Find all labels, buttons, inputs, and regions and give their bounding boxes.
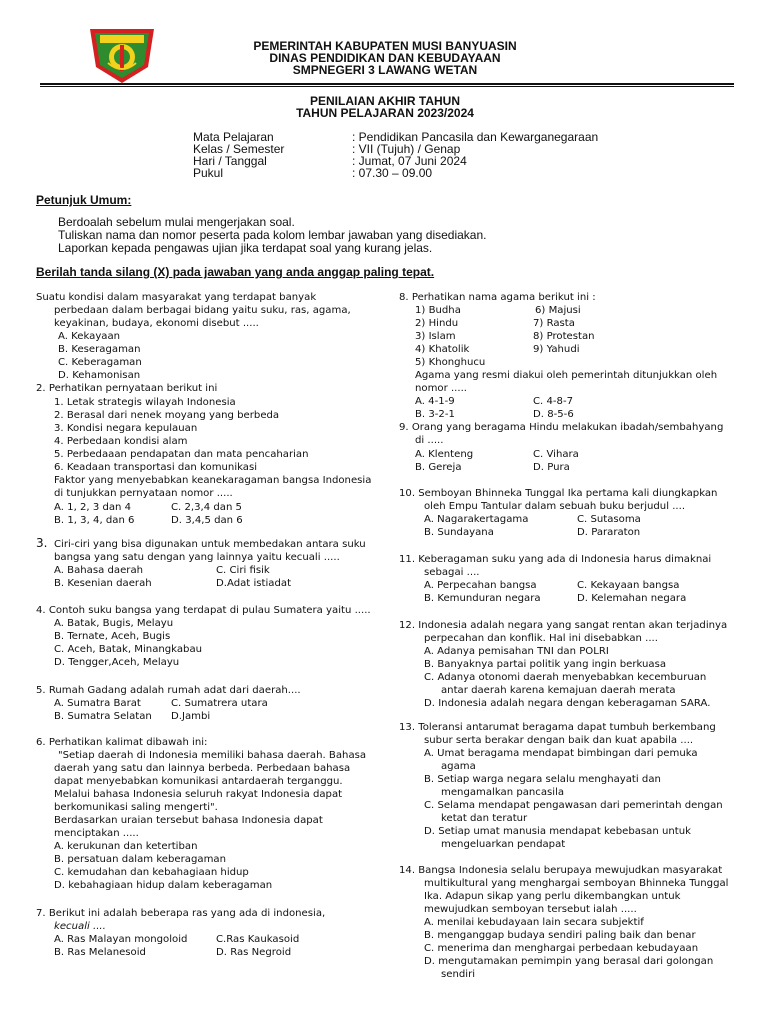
q14-option: A. menilai kebudayaan lain secara subjektif <box>424 917 644 928</box>
q12-option: D. Indonesia adalah negara dengan keberagaman SARA. <box>424 698 711 709</box>
q7-text: 7. Berikut ini adalah beberapa ras yang ada di indonesia, <box>36 908 326 919</box>
q6-quote: "Setiap daerah di Indonesia memiliki bahasa daerah. Bahasa <box>58 750 367 761</box>
q13-option: ketat dan teratur <box>441 813 528 824</box>
q5-option: A. Sumatra Barat <box>54 698 141 709</box>
q12-option: A. Adanya pemisahan TNI dan POLRI <box>424 646 609 657</box>
q12-text: perpecahan dan konflik. Hal ini disebabkan .... <box>424 633 658 644</box>
q13-option: mengeluarkan pendapat <box>441 839 566 850</box>
district-logo <box>86 23 158 85</box>
q4-option: D. Tengger,Aceh, Melayu <box>54 657 180 668</box>
petunjuk-title: Petunjuk Umum: <box>36 193 132 207</box>
q2-statement: 4. Perbedaan kondisi alam <box>54 436 188 447</box>
header-line-1: PEMERINTAH KABUPATEN MUSI BANYUASIN <box>253 39 517 53</box>
header-line-2: DINAS PENDIDIKAN DAN KEBUDAYAAN <box>269 51 501 65</box>
info-label-class: Kelas / Semester <box>193 142 285 156</box>
q10-text: 10. Semboyan Bhinneka Tunggal Ika pertama kali diungkapkan <box>399 488 718 499</box>
q9-option: D. Pura <box>533 462 570 473</box>
q8-item: 6) Majusi <box>535 305 581 316</box>
q1-option: B. Keseragaman <box>58 344 141 355</box>
info-value-subject: : Pendidikan Pancasila dan Kewarganegaraan <box>352 130 599 144</box>
q8-item: 8) Protestan <box>533 331 595 342</box>
petunjuk-line-1: Berdoalah sebelum mulai mengerjakan soal. <box>58 215 295 229</box>
q6-text: Berdasarkan uraian tersebut bahasa Indonesia dapat <box>54 815 323 826</box>
q1-text: keyakinan, budaya, ekonomi disebut ..... <box>54 318 259 329</box>
q9-text: 9. Orang yang beragama Hindu melakukan ibadah/sembahyang <box>399 422 724 433</box>
q5-option: D.Jambi <box>171 711 211 722</box>
q6-quote: dapat menyebabkan komunikasi antardaerah terganggu. <box>54 776 343 787</box>
q4-option: B. Ternate, Aceh, Bugis <box>54 631 171 642</box>
q9-option: A. Klenteng <box>415 449 474 460</box>
instruction: Berilah tanda silang (X) pada jawaban yang anda anggap paling tepat. <box>36 265 435 279</box>
q6-option: A. kerukunan dan ketertiban <box>54 841 198 852</box>
q4-text: 4. Contoh suku bangsa yang terdapat di pulau Sumatera yaitu ..... <box>36 605 371 616</box>
q2-text: Faktor yang menyebabkan keanekaragaman bangsa Indonesia <box>54 475 372 486</box>
q6-quote: Melalui bahasa Indonesia seluruh rakyat Indonesia dapat <box>54 789 343 800</box>
q8-text: Agama yang resmi diakui oleh pemerintah ditunjukkan oleh <box>415 370 718 381</box>
q7-option: C.Ras Kaukasoid <box>216 934 300 945</box>
q11-option: C. Kekayaan bangsa <box>577 580 680 591</box>
q2-option: A. 1, 2, 3 dan 4 <box>54 502 132 513</box>
q7-option: D. Ras Negroid <box>216 947 292 958</box>
q10-text: oleh Empu Tantular dalam sebuah buku berjudul .... <box>424 501 686 512</box>
q1-option: A. Kekayaan <box>58 331 121 342</box>
q8-text: 8. Perhatikan nama agama berikut ini : <box>399 292 596 303</box>
q14-option: D. mengutamakan pemimpin yang berasal dari golongan <box>424 956 714 967</box>
q14-text: 14. Bangsa Indonesia selalu berupaya mewujudkan masyarakat <box>399 865 723 876</box>
q11-option: B. Kemunduran negara <box>424 593 541 604</box>
q6-option: D. kebahagiaan hidup dalam keberagaman <box>54 880 273 891</box>
exam-title: PENILAIAN AKHIR TAHUN <box>310 94 460 108</box>
q4-option: C. Aceh, Batak, Minangkabau <box>54 644 203 655</box>
q8-item: 9) Yahudi <box>533 344 580 355</box>
q8-item: 1) Budha <box>415 305 461 316</box>
q6-quote: berkomunikasi saling mengerti". <box>54 802 218 813</box>
q1-option: C. Keberagaman <box>58 357 142 368</box>
q12-option: C. Adanya otonomi daerah menyebabkan kecemburuan <box>424 672 707 683</box>
q2-statement: 5. Perbedaaan pendapatan dan mata pencaharian <box>54 449 309 460</box>
q3-option: A. Bahasa daerah <box>54 565 144 576</box>
q13-option: A. Umat beragama mendapat bimbingan dari pemuka <box>424 748 698 759</box>
q8-item: 3) Islam <box>415 331 456 342</box>
q11-text: 11. Keberagaman suku yang ada di Indonesia harus dimaknai <box>399 554 712 565</box>
q12-text: 12. Indonesia adalah negara yang sangat rentan akan terjadinya <box>399 620 728 631</box>
q3-text: bangsa yang satu dengan yang lainnya yaitu kecuali ..... <box>54 552 340 563</box>
q2-option: D. 3,4,5 dan 6 <box>171 515 243 526</box>
q5-text: 5. Rumah Gadang adalah rumah adat dari daerah.... <box>36 685 301 696</box>
q8-option: C. 4-8-7 <box>533 396 574 407</box>
q6-text: menciptakan ..... <box>54 828 139 839</box>
q5-option: B. Sumatra Selatan <box>54 711 152 722</box>
q13-option: D. Setiap umat manusia mendapat kebebasan untuk <box>424 826 691 837</box>
q12-option: antar daerah karena kemajuan daerah merata <box>441 685 676 696</box>
q10-option: D. Pararaton <box>577 527 641 538</box>
q14-text: Ika. Adapun sikap yang perlu dikembangkan untuk <box>424 891 681 902</box>
q2-statement: 2. Berasal dari nenek moyang yang berbeda <box>54 410 280 421</box>
q2-text: 2. Perhatikan pernyataan berikut ini <box>36 383 218 394</box>
q10-option: C. Sutasoma <box>577 514 641 525</box>
q9-option: B. Gereja <box>415 462 462 473</box>
exam-year: TAHUN PELAJARAN 2023/2024 <box>296 106 474 120</box>
q3-option: C. Ciri fisik <box>216 565 270 576</box>
q5-option: C. Sumatrera utara <box>171 698 268 709</box>
q10-option: A. Nagarakertagama <box>424 514 529 525</box>
q4-option: A. Batak, Bugis, Melayu <box>54 618 174 629</box>
q3-option: B. Kesenian daerah <box>54 578 152 589</box>
q2-statement: 3. Kondisi negara kepulauan <box>54 423 198 434</box>
info-label-time: Pukul <box>193 166 224 180</box>
info-value-date: : Jumat, 07 Juni 2024 <box>352 154 467 168</box>
q1-text: Suatu kondisi dalam masyarakat yang terdapat banyak <box>36 292 317 303</box>
q13-text: subur serta berakar dengan baik dan kuat apabila .... <box>424 735 694 746</box>
petunjuk-line-2: Tuliskan nama dan nomor peserta pada kolom lembar jawaban yang disediakan. <box>58 228 487 242</box>
q14-option: B. menganggap budaya sendiri paling baik dan benar <box>424 930 696 941</box>
q11-option: A. Perpecahan bangsa <box>424 580 537 591</box>
q13-option: mengamalkan pancasila <box>441 787 565 798</box>
q2-statement: 1. Letak strategis wilayah Indonesia <box>54 397 236 408</box>
q9-option: C. Vihara <box>533 449 579 460</box>
q3-number: 3. <box>36 536 48 550</box>
q8-item: 7) Rasta <box>533 318 575 329</box>
q8-text: nomor ..... <box>415 383 467 394</box>
q14-option: sendiri <box>441 969 476 980</box>
petunjuk-line-3: Laporkan kepada pengawas ujian jika terdapat soal yang kurang jelas. <box>58 241 433 255</box>
q8-option: D. 8-5-6 <box>533 409 574 420</box>
q12-option: B. Banyaknya partai politik yang ingin berkuasa <box>424 659 667 670</box>
header-divider <box>40 83 734 85</box>
q13-option: C. Selama mendapat pengawasan dari pemerintah dengan <box>424 800 723 811</box>
q7-option: A. Ras Malayan mongoloid <box>54 934 188 945</box>
q6-text: 6. Perhatikan kalimat dibawah ini: <box>36 737 208 748</box>
q8-item: 5) Khonghucu <box>415 357 486 368</box>
info-value-time: : 07.30 – 09.00 <box>352 166 433 180</box>
q11-option: D. Kelemahan negara <box>577 593 687 604</box>
q1-text: perbedaan dalam berbagai bidang yaitu suku, ras, agama, <box>54 305 351 316</box>
q14-text: multikultural yang menghargai semboyan Bhinneka Tunggal <box>424 878 729 889</box>
q2-statement: 6. Keadaan transportasi dan komunikasi <box>54 462 258 473</box>
q2-text: di tunjukkan pernyataan nomor ..... <box>54 488 233 499</box>
q3-text: Ciri-ciri yang bisa digunakan untuk membedakan antara suku <box>54 539 366 550</box>
q13-option: B. Setiap warga negara selalu menghayati dan <box>424 774 661 785</box>
q13-option: agama <box>441 761 476 772</box>
q1-option: D. Kehamonisan <box>58 370 141 381</box>
q6-option: B. persatuan dalam keberagaman <box>54 854 226 865</box>
q7-option: B. Ras Melanesoid <box>54 947 146 958</box>
info-value-class: : VII (Tujuh) / Genap <box>352 142 461 156</box>
q8-option: A. 4-1-9 <box>415 396 455 407</box>
q6-option: C. kemudahan dan kebahagiaan hidup <box>54 867 249 878</box>
q14-option: C. menerima dan menghargai perbedaan kebudayaan <box>424 943 699 954</box>
q8-item: 2) Hindu <box>415 318 459 329</box>
header-divider-thin <box>40 86 734 87</box>
q8-item: 4) Khatolik <box>415 344 470 355</box>
q11-text: sebagai .... <box>424 567 480 578</box>
info-label-date: Hari / Tanggal <box>193 154 267 168</box>
q10-option: B. Sundayana <box>424 527 494 538</box>
info-label-subject: Mata Pelajaran <box>193 130 274 144</box>
q8-option: B. 3-2-1 <box>415 409 455 420</box>
header-line-3: SMPNEGERI 3 LAWANG WETAN <box>292 63 478 77</box>
q3-option: D.Adat istiadat <box>216 578 292 589</box>
q7-text: kecuali .... <box>54 921 106 932</box>
q2-option: B. 1, 3, 4, dan 6 <box>54 515 135 526</box>
q14-text: mewujudkan semboyan tersebut ialah ..... <box>424 904 637 915</box>
q2-option: C. 2,3,4 dan 5 <box>171 502 242 513</box>
q13-text: 13. Toleransi antarumat beragama dapat tumbuh berkembang <box>399 722 716 733</box>
q6-quote: daerah yang satu dan lainnya berbeda. Perbedaan bahasa <box>54 763 351 774</box>
q9-text: di ..... <box>415 435 444 446</box>
